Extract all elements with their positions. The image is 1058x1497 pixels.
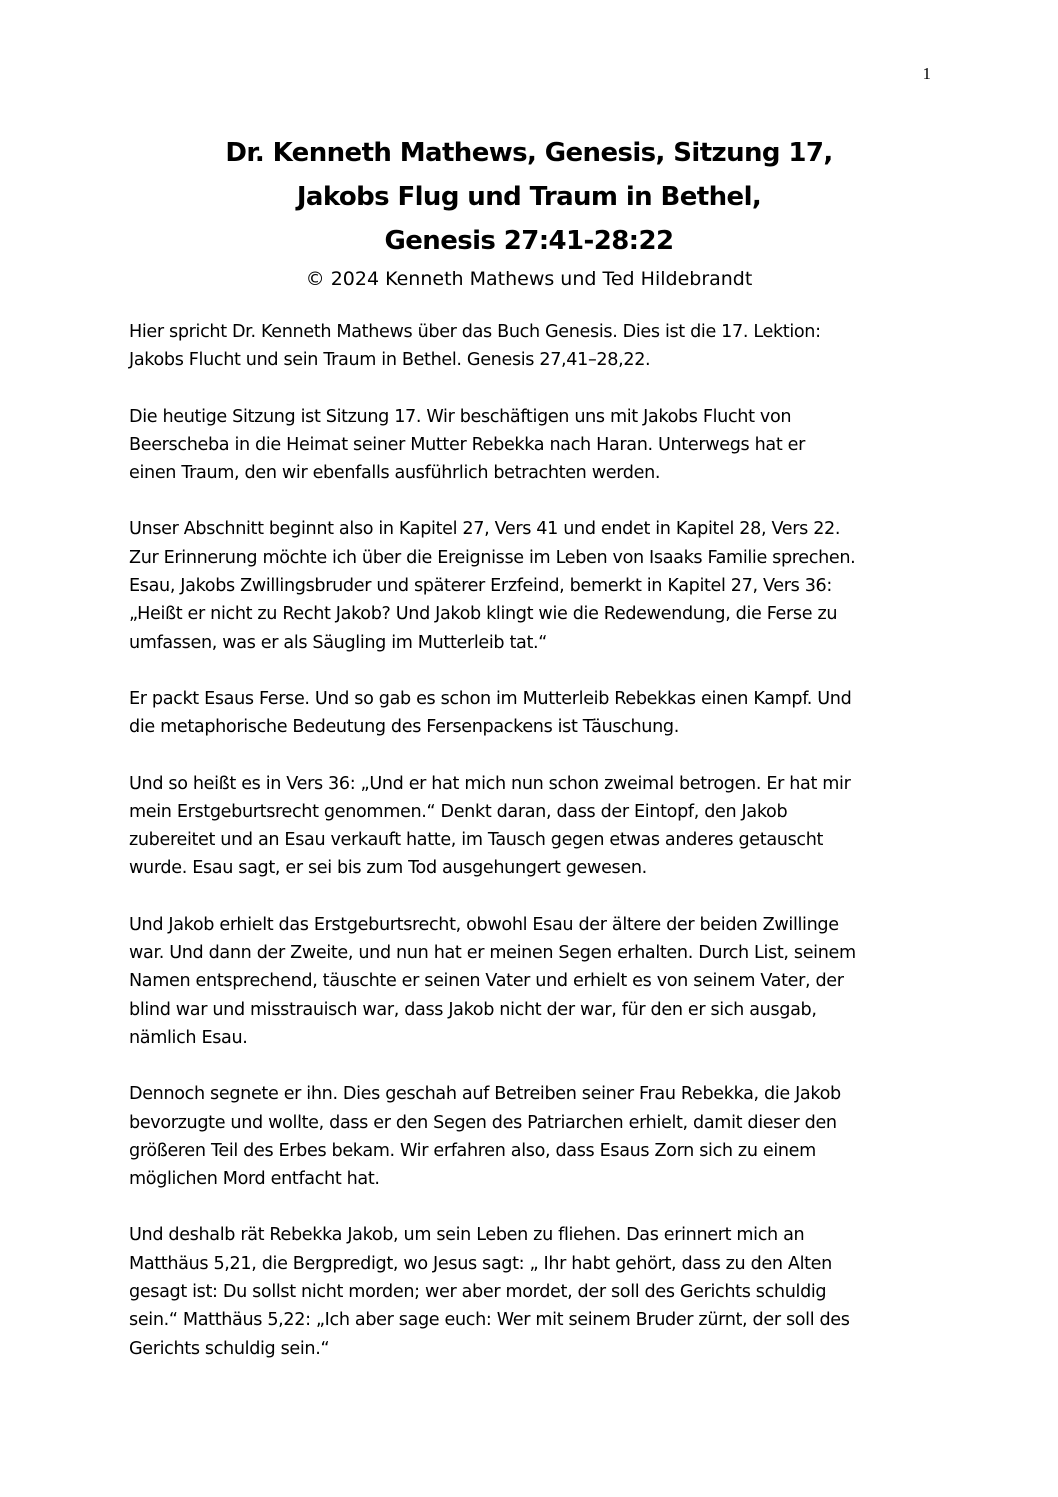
text-line: bevorzugte und wollte, dass er den Segen des Patriarchen erhielt, damit dieser den	[129, 1112, 837, 1133]
paragraph	[129, 770, 939, 883]
text-line: wurde. Esau sagt, er sei bis zum Tod ausgehungert gewesen.	[129, 858, 647, 879]
text-line: Und so heißt es in Vers 36: „Und er hat mich nun schon zweimal betrogen. Er hat mir	[129, 773, 851, 794]
text-line: Beerscheba in die Heimat seiner Mutter Rebekka nach Haran. Unterwegs hat er	[129, 434, 805, 455]
body-text	[129, 318, 939, 1391]
paragraph	[129, 403, 939, 488]
text-line: Matthäus 5,21, die Bergpredigt, wo Jesus sagt: „ Ihr habt gehört, dass zu den Alten	[129, 1253, 832, 1274]
text-line: zubereitet und an Esau verkauft hatte, im Tausch gegen etwas anderes getauscht	[129, 830, 824, 851]
paragraph	[129, 515, 939, 656]
text-line: war. Und dann der Zweite, und nun hat er meinen Segen erhalten. Durch List, seinem	[129, 943, 856, 964]
title-line-1: Dr. Kenneth Mathews, Genesis, Sitzung 17,	[225, 138, 833, 168]
text-line: Gerichts schuldig sein.“	[129, 1338, 330, 1359]
paragraph	[129, 318, 939, 375]
title-block	[100, 131, 958, 295]
text-line: mein Erstgeburtsrecht genommen.“ Denkt daran, dass der Eintopf, den Jakob	[129, 801, 788, 822]
text-line: Esau, Jakobs Zwillingsbruder und späterer Erzfeind, bemerkt in Kapitel 27, Vers 36:	[129, 576, 832, 597]
text-line: größeren Teil des Erbes bekam. Wir erfahren also, dass Esaus Zorn sich zu einem	[129, 1140, 816, 1161]
text-line: möglichen Mord entfacht hat.	[129, 1169, 380, 1190]
title-line-3: Genesis 27:41-28:22	[384, 226, 674, 256]
text-line: Jakobs Flucht und sein Traum in Bethel. Genesis 27,41–28,22.	[129, 350, 651, 371]
paragraph	[129, 1080, 939, 1193]
text-line: Und deshalb rät Rebekka Jakob, um sein Leben zu fliehen. Das erinnert mich an	[129, 1225, 805, 1246]
text-line: „Heißt er nicht zu Recht Jakob? Und Jakob klingt wie die Redewendung, die Ferse zu	[129, 604, 838, 625]
text-line: Die heutige Sitzung ist Sitzung 17. Wir beschäftigen uns mit Jakobs Flucht von	[129, 406, 792, 427]
text-line: blind war und misstrauisch war, dass Jakob nicht der war, für den er sich ausgab,	[129, 999, 817, 1020]
text-line: einen Traum, den wir ebenfalls ausführlich betrachten werden.	[129, 463, 661, 484]
text-line: Namen entsprechend, täuschte er seinen Vater und erhielt es von seinem Vater, der	[129, 971, 844, 992]
paragraph	[129, 1221, 939, 1362]
copyright-notice: © 2024 Kenneth Mathews und Ted Hildebrandt	[305, 268, 753, 290]
text-line: Und Jakob erhielt das Erstgeburtsrecht, obwohl Esau der ältere der beiden Zwillinge	[129, 914, 839, 935]
paragraph	[129, 911, 939, 1052]
text-line: Unser Abschnitt beginnt also in Kapitel 27, Vers 41 und endet in Kapitel 28, Vers 22.	[129, 519, 841, 540]
paragraph	[129, 685, 939, 742]
text-line: die metaphorische Bedeutung des Fersenpackens ist Täuschung.	[129, 717, 679, 738]
text-line: Zur Erinnerung möchte ich über die Ereignisse im Leben von Isaaks Familie sprechen.	[129, 547, 856, 568]
page-number: 1	[922, 64, 931, 83]
text-line: umfassen, was er als Säugling im Mutterleib tat.“	[129, 632, 548, 653]
title-line-2: Jakobs Flug und Traum in Bethel,	[296, 182, 762, 212]
text-line: nämlich Esau.	[129, 1027, 248, 1048]
text-line: Dennoch segnete er ihn. Dies geschah auf Betreiben seiner Frau Rebekka, die Jakob	[129, 1084, 841, 1105]
text-line: Hier spricht Dr. Kenneth Mathews über das Buch Genesis. Dies ist die 17. Lektion:	[129, 322, 821, 342]
text-line: gesagt ist: Du sollst nicht morden; wer aber mordet, der soll des Gerichts schuldig	[129, 1282, 827, 1303]
text-line: Er packt Esaus Ferse. Und so gab es schon im Mutterleib Rebekkas einen Kampf. Und	[129, 688, 852, 709]
text-line: sein.“ Matthäus 5,22: „Ich aber sage euch: Wer mit seinem Bruder zürnt, der soll des	[129, 1310, 850, 1331]
